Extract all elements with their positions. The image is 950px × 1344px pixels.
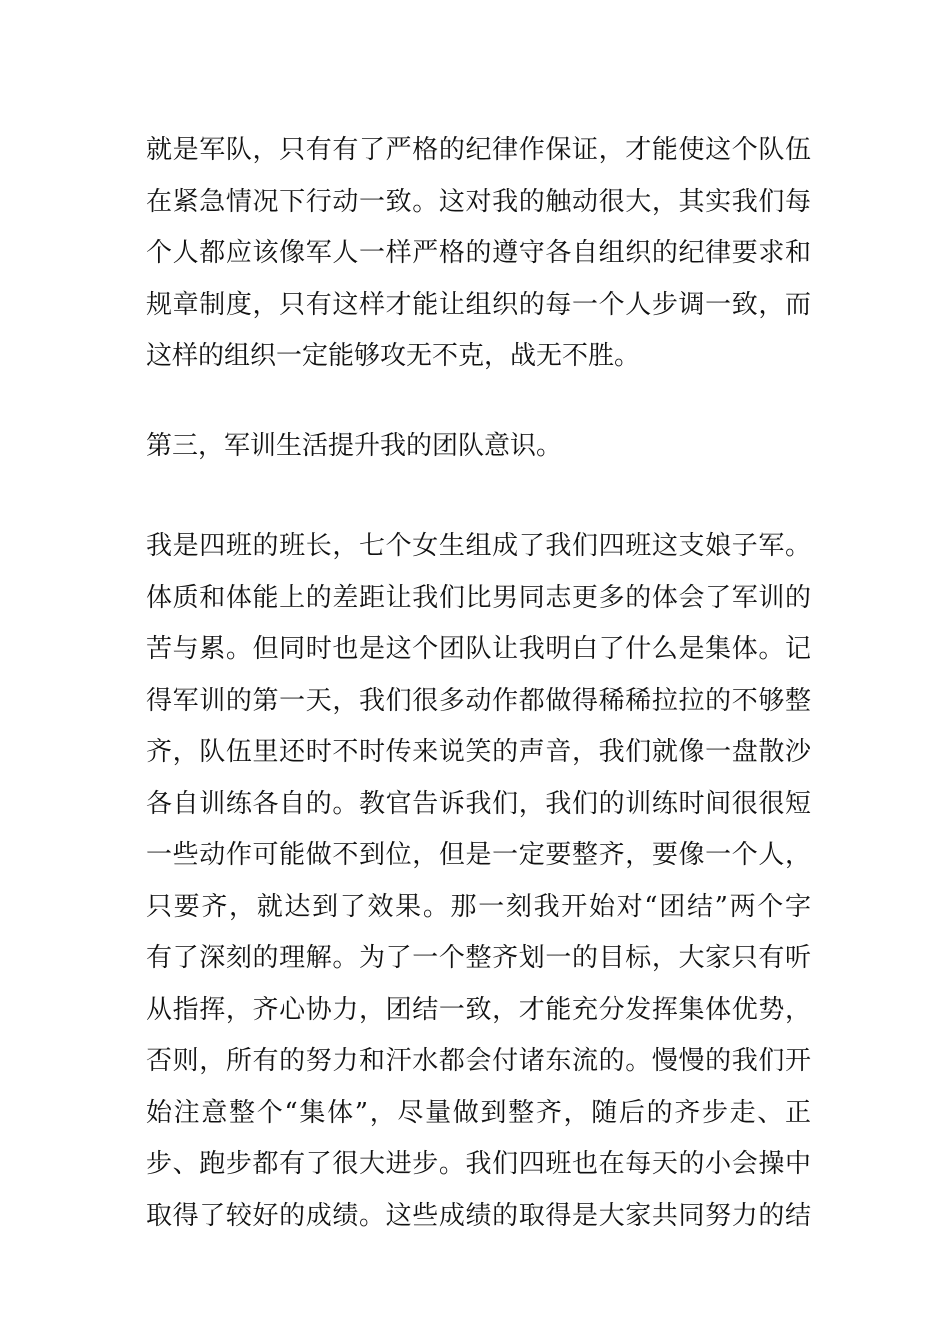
paragraph-line: 步、跑步都有了很大进步。我们四班也在每天的小会操中 xyxy=(146,1149,811,1179)
paragraph-line: 否则，所有的努力和汗水都会付诸东流的。慢慢的我们开 xyxy=(146,1046,811,1076)
paragraph-team-story xyxy=(146,521,811,1242)
paragraph-line: 只要齐，就达到了效果。那一刻我开始对“团结”两个字 xyxy=(146,891,811,922)
paragraph-line: 就是军队，只有有了严格的纪律作保证，才能使这个队伍 xyxy=(146,135,811,165)
paragraph-line: 得军训的第一天，我们很多动作都做得稀稀拉拉的不够整 xyxy=(146,685,811,716)
paragraph-line: 个人都应该像军人一样严格的遵守各自组织的纪律要求和 xyxy=(146,238,811,268)
paragraph-line: 各自训练各自的。教官告诉我们，我们的训练时间很很短 xyxy=(146,788,811,819)
paragraph-line: 在紧急情况下行动一致。这对我的触动很大，其实我们每 xyxy=(146,186,811,217)
paragraph-line: 有了深刻的理解。为了一个整齐划一的目标，大家只有听 xyxy=(146,943,811,973)
paragraph-discipline xyxy=(146,125,811,383)
paragraph-line: 苦与累。但同时也是这个团队让我明白了什么是集体。记 xyxy=(146,634,811,664)
paragraph-line: 我是四班的班长，七个女生组成了我们四班这支娘子军。 xyxy=(146,531,811,561)
paragraph-line: 取得了较好的成绩。这些成绩的取得是大家共同努力的结 xyxy=(146,1200,811,1231)
section-heading-team-awareness xyxy=(146,421,811,473)
paragraph-line: 第三，军训生活提升我的团队意识。 xyxy=(146,431,563,461)
paragraph-line: 从指挥，齐心协力，团结一致，才能充分发挥集体优势， xyxy=(146,994,811,1025)
paragraph-line: 体质和体能上的差距让我们比男同志更多的体会了军训的 xyxy=(146,582,811,613)
paragraph-line: 始注意整个“集体”，尽量做到整齐，随后的齐步走、正 xyxy=(146,1097,811,1128)
paragraph-line: 规章制度，只有这样才能让组织的每一个人步调一致，而 xyxy=(146,289,811,320)
paragraph-line: 齐，队伍里还时不时传来说笑的声音，我们就像一盘散沙 xyxy=(146,737,811,767)
paragraph-line: 这样的组织一定能够攻无不克，战无不胜。 xyxy=(146,341,641,371)
paragraph-line: 一些动作可能做不到位，但是一定要整齐，要像一个人， xyxy=(146,840,811,870)
